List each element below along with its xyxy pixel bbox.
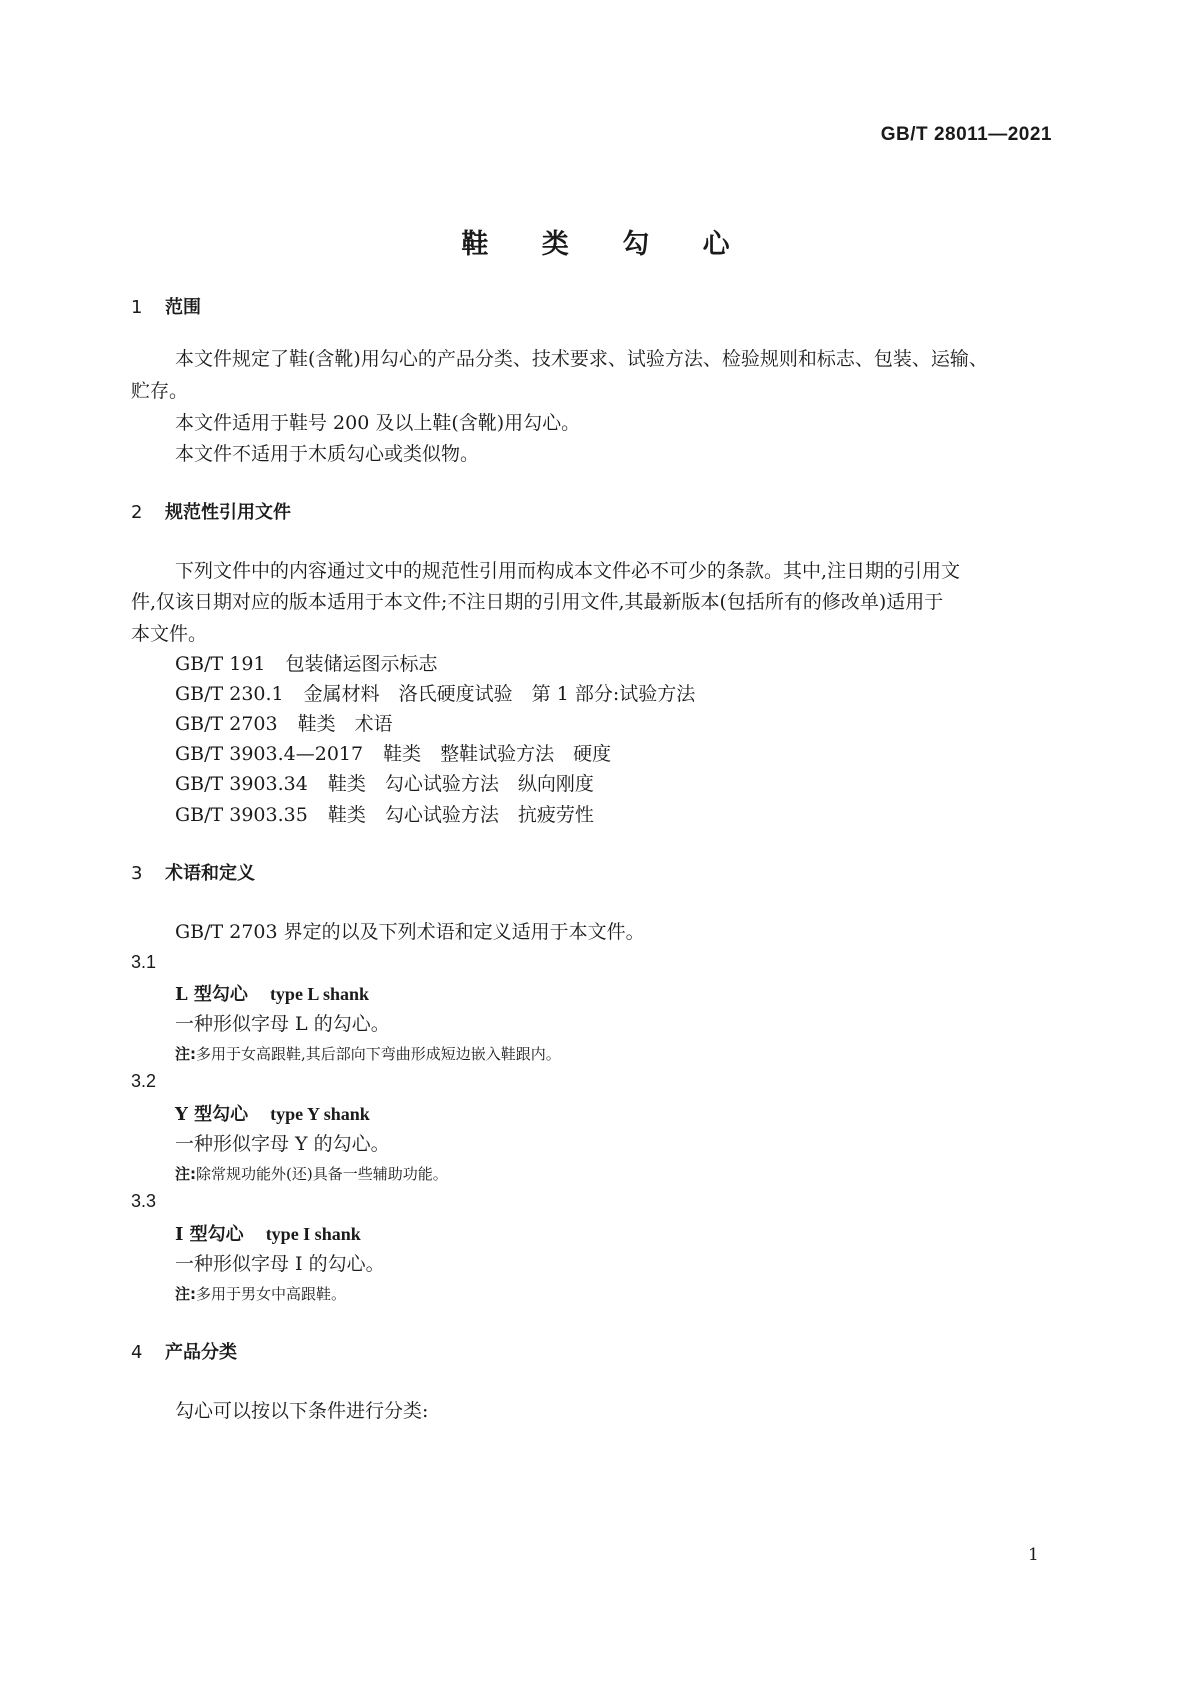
term-number: 3.3 <box>131 1191 157 1211</box>
section-1-heading <box>131 293 201 319</box>
reference-code: GB/T 191 <box>175 653 266 675</box>
reference-code: GB/T 3903.34 <box>175 773 308 795</box>
normative-reference <box>175 709 393 736</box>
reference-title: 包装储运图示标志 <box>285 653 438 675</box>
term-name-zh: I 型勾心 <box>175 1224 244 1245</box>
note-label: 注: <box>175 1165 196 1183</box>
normative-reference <box>175 769 594 796</box>
note-text: 多用于女高跟鞋,其后部向下弯曲形成短边嵌入鞋跟内。 <box>196 1045 561 1063</box>
section-number: 1 <box>131 297 143 318</box>
normative-reference <box>175 800 594 827</box>
term-number: 3.1 <box>131 952 157 972</box>
term-note <box>175 1043 561 1064</box>
term-name <box>175 1220 361 1246</box>
term-name-en: type I shank <box>265 1224 361 1244</box>
term-name-en: type L shank <box>269 984 369 1004</box>
s3-intro: GB/T 2703 界定的以及下列术语和定义适用于本文件。 <box>175 921 645 943</box>
normative-reference <box>175 649 438 676</box>
section-2-heading <box>131 498 291 524</box>
s4-intro: 勾心可以按以下条件进行分类: <box>175 1400 429 1422</box>
section-title: 范围 <box>165 297 201 318</box>
document-title: 鞋 类 勾 心 <box>461 229 752 260</box>
standard-code: GB/T 28011—2021 <box>880 124 1052 145</box>
section-3-heading <box>131 859 255 885</box>
term-note <box>175 1163 448 1184</box>
term-number: 3.2 <box>131 1071 157 1091</box>
term-definition: 一种形似字母 L 的勾心。 <box>175 1013 390 1035</box>
s1-para3: 本文件不适用于木质勾心或类似物。 <box>175 443 480 465</box>
section-number: 3 <box>131 863 143 884</box>
section-number: 4 <box>131 1342 143 1363</box>
note-label: 注: <box>175 1045 196 1063</box>
s2-intro-line3: 本文件。 <box>131 623 208 645</box>
section-title: 产品分类 <box>165 1342 237 1363</box>
term-definition: 一种形似字母 Y 的勾心。 <box>175 1133 390 1155</box>
normative-reference <box>175 739 611 766</box>
s1-para2: 本文件适用于鞋号 200 及以上鞋(含靴)用勾心。 <box>175 412 581 434</box>
reference-title: 鞋类 勾心试验方法 纵向刚度 <box>327 773 594 795</box>
term-name-zh: L 型勾心 <box>175 984 248 1005</box>
term-name <box>175 1100 370 1126</box>
term-definition: 一种形似字母 I 的勾心。 <box>175 1253 385 1275</box>
reference-code: GB/T 3903.35 <box>175 804 308 826</box>
term-name <box>175 980 369 1006</box>
reference-code: GB/T 2703 <box>175 713 278 735</box>
reference-title: 金属材料 洛氏硬度试验 第 1 部分:试验方法 <box>303 683 696 705</box>
note-label: 注: <box>175 1285 196 1303</box>
section-title: 规范性引用文件 <box>165 502 291 523</box>
s2-intro-line2: 件,仅该日期对应的版本适用于本文件;不注日期的引用文件,其最新版本(包括所有的修改单)适用于 <box>131 591 944 613</box>
section-number: 2 <box>131 502 143 523</box>
term-name-en: type Y shank <box>270 1104 370 1124</box>
note-text: 除常规功能外(还)具备一些辅助功能。 <box>196 1165 448 1183</box>
reference-code: GB/T 3903.4—2017 <box>175 743 364 765</box>
s2-intro-line1: 下列文件中的内容通过文中的规范性引用而构成本文件必不可少的条款。其中,注日期的引用文 <box>175 560 961 582</box>
normative-reference <box>175 679 695 706</box>
reference-code: GB/T 230.1 <box>175 683 284 705</box>
note-text: 多用于男女中高跟鞋。 <box>196 1285 347 1303</box>
reference-title: 鞋类 术语 <box>297 713 393 735</box>
section-title: 术语和定义 <box>165 863 255 884</box>
page-number: 1 <box>1028 1545 1039 1565</box>
s1-para1-line1: 本文件规定了鞋(含靴)用勾心的产品分类、技术要求、试验方法、检验规则和标志、包装、运输、 <box>175 348 988 370</box>
reference-title: 鞋类 整鞋试验方法 硬度 <box>383 743 612 765</box>
term-note <box>175 1283 346 1304</box>
reference-title: 鞋类 勾心试验方法 抗疲劳性 <box>327 804 594 826</box>
term-name-zh: Y 型勾心 <box>175 1104 249 1125</box>
section-4-heading <box>131 1338 237 1364</box>
s1-para1-line2: 贮存。 <box>131 380 189 402</box>
